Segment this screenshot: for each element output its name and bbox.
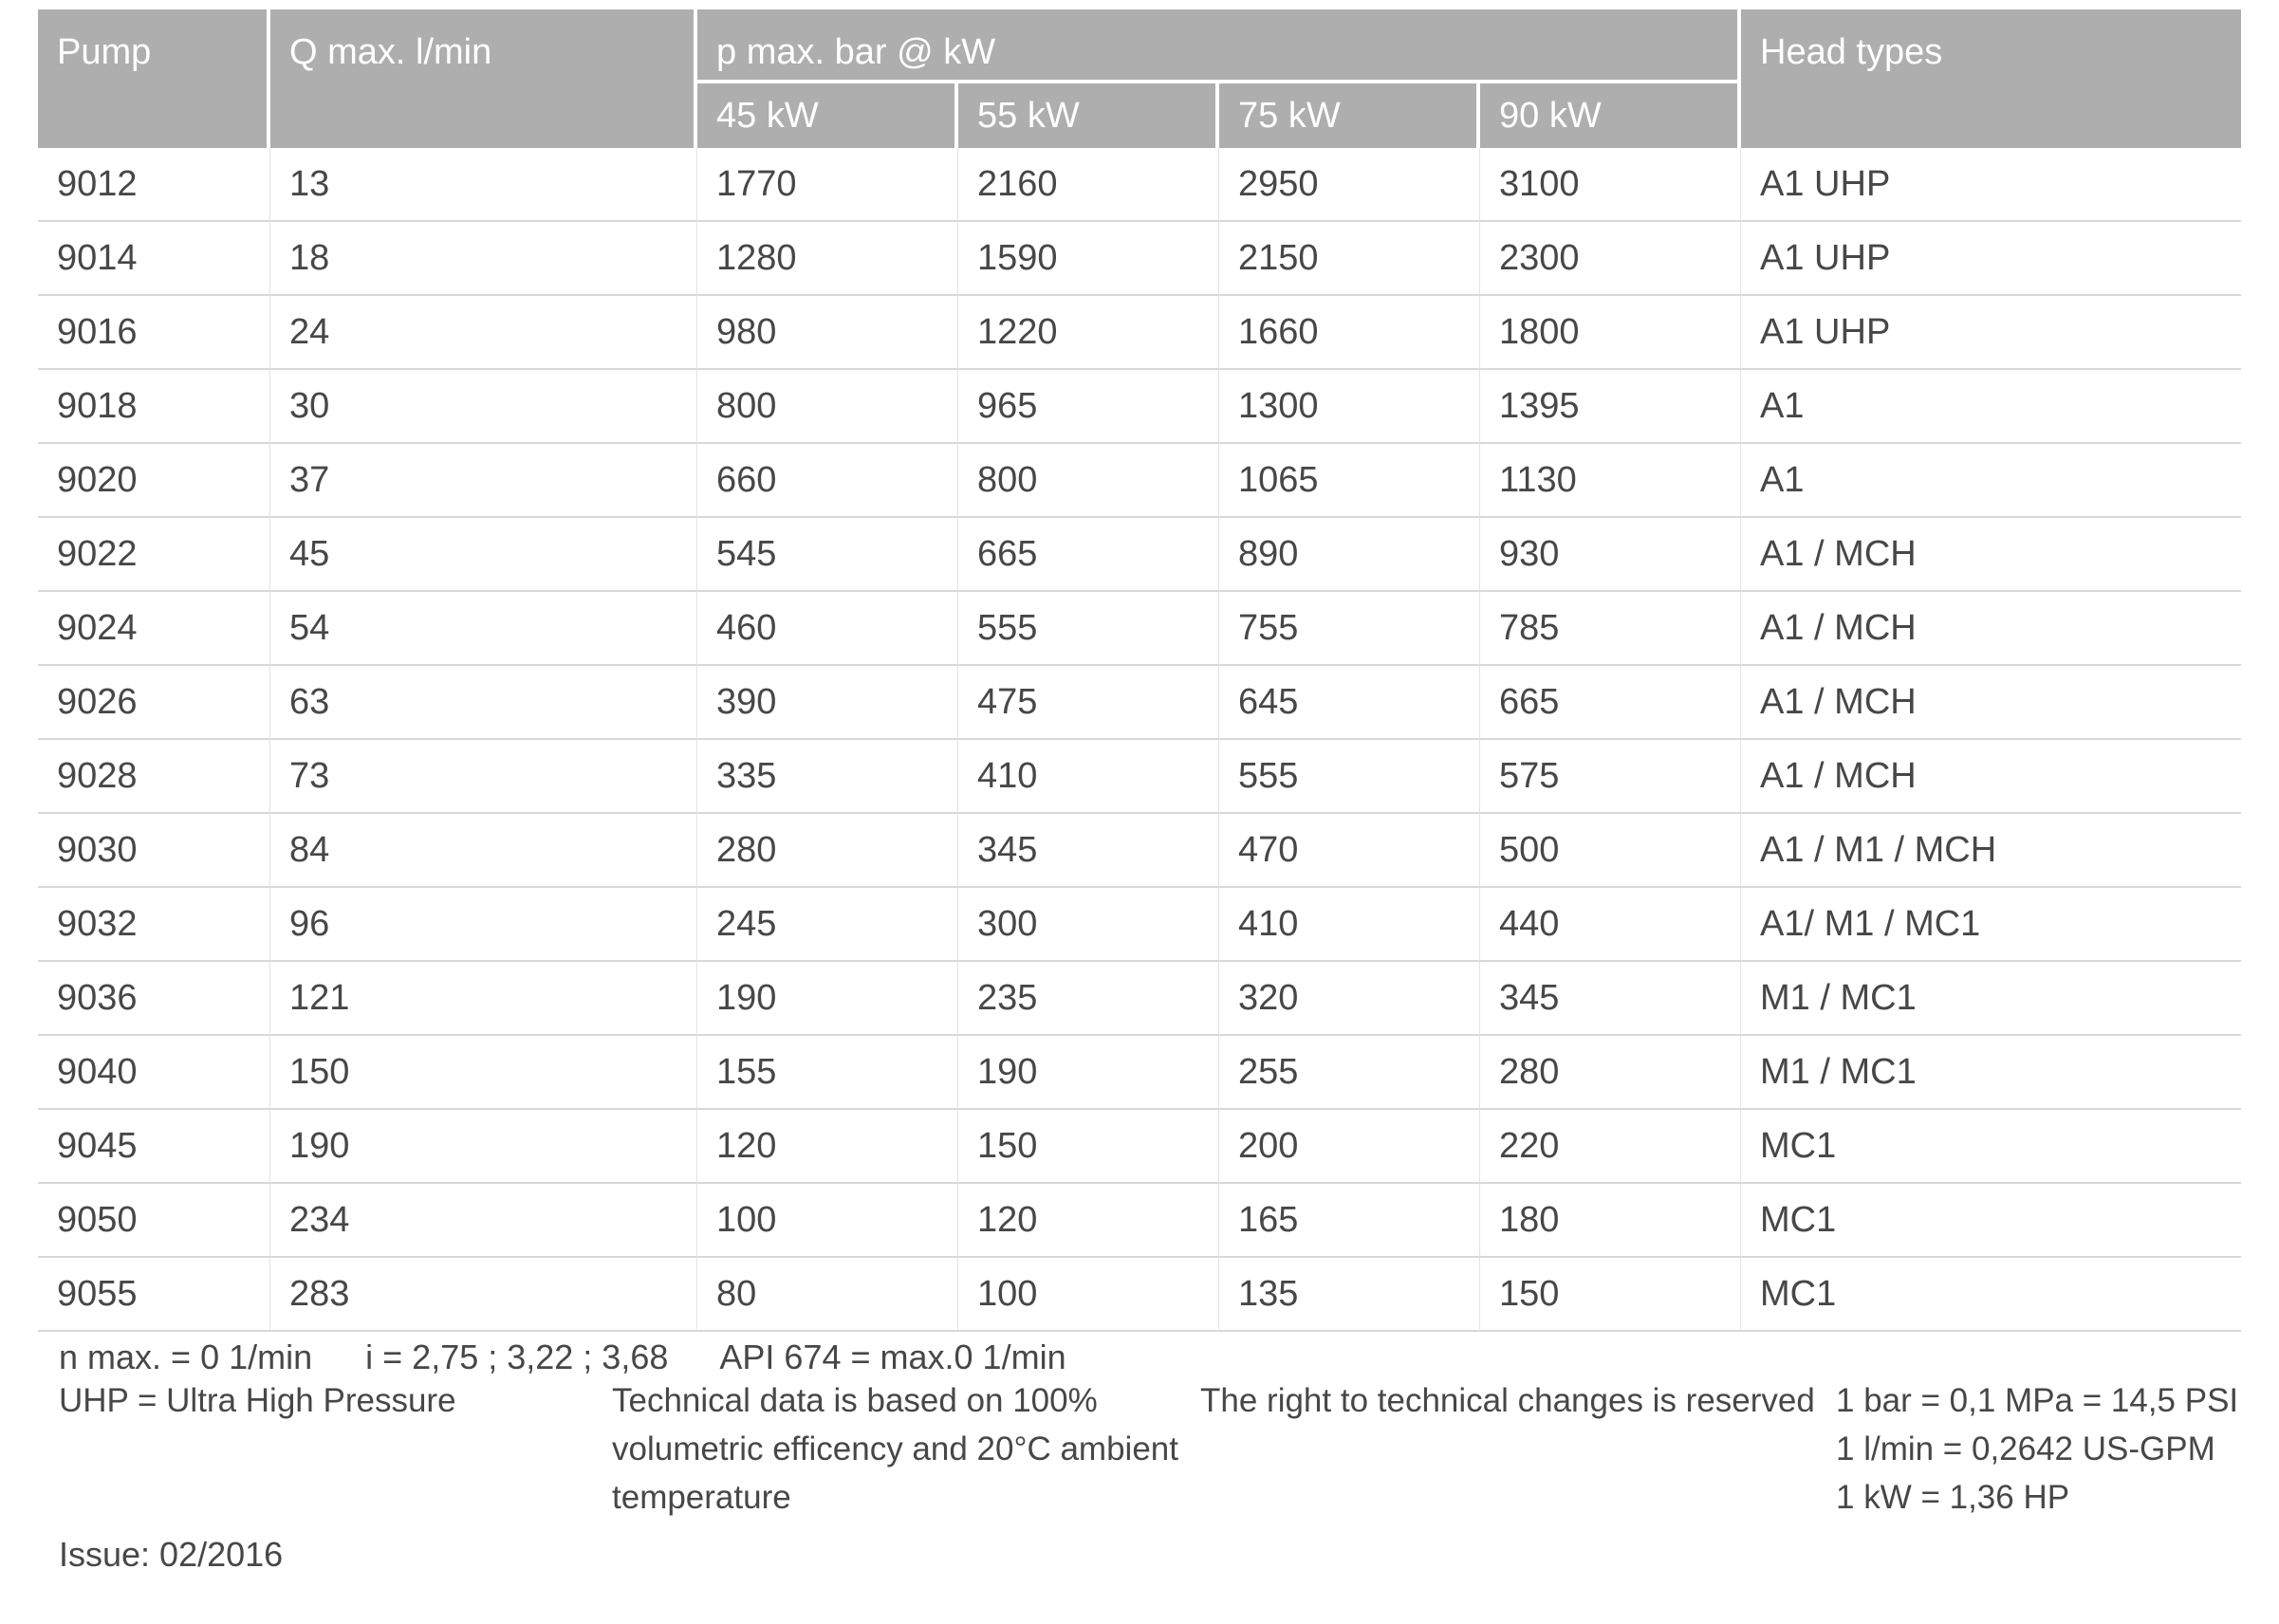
head-type-cell: A1 UHP [1741, 148, 2241, 222]
p55-cell: 665 [958, 518, 1219, 592]
p55-cell: 2160 [958, 148, 1219, 222]
p90-cell: 280 [1480, 1036, 1741, 1110]
footer-technical: Technical data is based on 100% volumetric efficency and 20°C ambient temperature [612, 1382, 1178, 1516]
qmax-cell: 18 [270, 222, 697, 296]
footnote-api: API 674 = max.0 1/min [719, 1338, 1066, 1376]
footnote-nmax: n max. = 0 1/min [59, 1338, 313, 1376]
head-type-cell: A1 / MCH [1741, 518, 2241, 592]
p90-cell: 180 [1480, 1184, 1741, 1258]
table-row [38, 444, 2241, 518]
table-row [38, 518, 2241, 592]
pump-cell: 9020 [38, 444, 270, 518]
p45-cell: 460 [697, 592, 958, 666]
head-type-cell: A1 [1741, 444, 2241, 518]
head-type-cell: MC1 [1741, 1110, 2241, 1184]
p90-cell: 1800 [1480, 296, 1741, 370]
qmax-cell: 63 [270, 666, 697, 740]
pump-cell: 9045 [38, 1110, 270, 1184]
table-row [38, 222, 2241, 296]
qmax-cell: 45 [270, 518, 697, 592]
p45-cell: 980 [697, 296, 958, 370]
qmax-cell: 234 [270, 1184, 697, 1258]
pump-cell: 9022 [38, 518, 270, 592]
p45-cell: 545 [697, 518, 958, 592]
p75-cell: 1300 [1219, 370, 1480, 444]
pump-cell: 9050 [38, 1184, 270, 1258]
header-pump: Pump [38, 9, 270, 148]
p75-cell: 2950 [1219, 148, 1480, 222]
qmax-cell: 96 [270, 888, 697, 962]
p75-cell: 165 [1219, 1184, 1480, 1258]
p55-cell: 120 [958, 1184, 1219, 1258]
footer-rights: The right to technical changes is reserved [1200, 1382, 1815, 1419]
p45-cell: 660 [697, 444, 958, 518]
table-row [38, 814, 2241, 888]
p55-cell: 150 [958, 1110, 1219, 1184]
table-row [38, 1036, 2241, 1110]
table-row [38, 148, 2241, 222]
p90-cell: 785 [1480, 592, 1741, 666]
pump-cell: 9012 [38, 148, 270, 222]
head-type-cell: A1 UHP [1741, 296, 2241, 370]
table-row [38, 888, 2241, 962]
p55-cell: 345 [958, 814, 1219, 888]
p55-cell: 1590 [958, 222, 1219, 296]
pump-cell: 9028 [38, 740, 270, 814]
pump-cell: 9055 [38, 1258, 270, 1332]
pump-cell: 9040 [38, 1036, 270, 1110]
p90-cell: 3100 [1480, 148, 1741, 222]
p55-cell: 1220 [958, 296, 1219, 370]
pump-cell: 9024 [38, 592, 270, 666]
p45-cell: 280 [697, 814, 958, 888]
p90-cell: 1395 [1480, 370, 1741, 444]
p55-cell: 300 [958, 888, 1219, 962]
pump-cell: 9030 [38, 814, 270, 888]
p45-cell: 1280 [697, 222, 958, 296]
p90-cell: 500 [1480, 814, 1741, 888]
table-row [38, 1258, 2241, 1332]
p75-cell: 755 [1219, 592, 1480, 666]
table-row [38, 962, 2241, 1036]
head-type-cell: M1 / MC1 [1741, 962, 2241, 1036]
table-row [38, 1110, 2241, 1184]
p75-cell: 410 [1219, 888, 1480, 962]
table-header [38, 9, 2241, 148]
p75-cell: 320 [1219, 962, 1480, 1036]
table-row [38, 1184, 2241, 1258]
head-type-cell: A1 / MCH [1741, 740, 2241, 814]
p55-cell: 410 [958, 740, 1219, 814]
head-type-cell: MC1 [1741, 1258, 2241, 1332]
table-row [38, 296, 2241, 370]
head-type-cell: A1 [1741, 370, 2241, 444]
head-type-cell: A1 / MCH [1741, 592, 2241, 666]
p75-cell: 1065 [1219, 444, 1480, 518]
footer-conversions [1836, 1377, 2238, 1522]
qmax-cell: 84 [270, 814, 697, 888]
header-45kw: 45 kW [697, 83, 958, 148]
qmax-cell: 37 [270, 444, 697, 518]
head-type-cell: MC1 [1741, 1184, 2241, 1258]
qmax-cell: 54 [270, 592, 697, 666]
head-type-cell: A1/ M1 / MC1 [1741, 888, 2241, 962]
conversion-kw: 1 kW = 1,36 HP [1836, 1478, 2070, 1516]
p75-cell: 1660 [1219, 296, 1480, 370]
qmax-cell: 150 [270, 1036, 697, 1110]
p75-cell: 2150 [1219, 222, 1480, 296]
pump-cell: 9026 [38, 666, 270, 740]
p75-cell: 890 [1219, 518, 1480, 592]
p90-cell: 440 [1480, 888, 1741, 962]
qmax-cell: 121 [270, 962, 697, 1036]
p90-cell: 220 [1480, 1110, 1741, 1184]
footnote-row [59, 1338, 1110, 1377]
header-75kw: 75 kW [1219, 83, 1480, 148]
p75-cell: 135 [1219, 1258, 1480, 1332]
issue-label: Issue: 02/2016 [59, 1535, 284, 1574]
conversion-bar: 1 bar = 0,1 MPa = 14,5 PSI [1836, 1382, 2239, 1419]
p55-cell: 100 [958, 1258, 1219, 1332]
pump-cell: 9016 [38, 296, 270, 370]
p90-cell: 2300 [1480, 222, 1741, 296]
p45-cell: 190 [697, 962, 958, 1036]
footer-uhp: UHP = Ultra High Pressure [59, 1382, 456, 1419]
p45-cell: 800 [697, 370, 958, 444]
header-row-top [38, 9, 2241, 83]
p75-cell: 255 [1219, 1036, 1480, 1110]
table-row [38, 666, 2241, 740]
p90-cell: 665 [1480, 666, 1741, 740]
p90-cell: 1130 [1480, 444, 1741, 518]
p90-cell: 930 [1480, 518, 1741, 592]
qmax-cell: 190 [270, 1110, 697, 1184]
qmax-cell: 73 [270, 740, 697, 814]
header-pmax-group: p max. bar @ kW [697, 9, 1741, 83]
p75-cell: 645 [1219, 666, 1480, 740]
p90-cell: 150 [1480, 1258, 1741, 1332]
head-type-cell: A1 / MCH [1741, 666, 2241, 740]
header-90kw: 90 kW [1480, 83, 1741, 148]
pump-cell: 9032 [38, 888, 270, 962]
footer-notes [59, 1377, 2238, 1522]
p45-cell: 1770 [697, 148, 958, 222]
p45-cell: 155 [697, 1036, 958, 1110]
p55-cell: 555 [958, 592, 1219, 666]
pump-spec-table [38, 9, 2241, 1332]
footnote-ratios: i = 2,75 ; 3,22 ; 3,68 [365, 1338, 669, 1376]
head-type-cell: A1 / M1 / MCH [1741, 814, 2241, 888]
conversion-lmin: 1 l/min = 0,2642 US-GPM [1836, 1430, 2215, 1467]
table-body [38, 148, 2241, 1332]
p45-cell: 390 [697, 666, 958, 740]
head-type-cell: M1 / MC1 [1741, 1036, 2241, 1110]
head-type-cell: A1 UHP [1741, 222, 2241, 296]
table-row [38, 740, 2241, 814]
p55-cell: 965 [958, 370, 1219, 444]
p55-cell: 800 [958, 444, 1219, 518]
table-row [38, 370, 2241, 444]
p90-cell: 345 [1480, 962, 1741, 1036]
p55-cell: 190 [958, 1036, 1219, 1110]
qmax-cell: 13 [270, 148, 697, 222]
p90-cell: 575 [1480, 740, 1741, 814]
qmax-cell: 24 [270, 296, 697, 370]
table-row [38, 592, 2241, 666]
header-55kw: 55 kW [958, 83, 1219, 148]
pump-cell: 9018 [38, 370, 270, 444]
p55-cell: 235 [958, 962, 1219, 1036]
qmax-cell: 30 [270, 370, 697, 444]
p45-cell: 335 [697, 740, 958, 814]
p45-cell: 100 [697, 1184, 958, 1258]
header-head-types: Head types [1741, 9, 2241, 148]
pump-cell: 9036 [38, 962, 270, 1036]
p45-cell: 120 [697, 1110, 958, 1184]
qmax-cell: 283 [270, 1258, 697, 1332]
p75-cell: 555 [1219, 740, 1480, 814]
p75-cell: 470 [1219, 814, 1480, 888]
p45-cell: 80 [697, 1258, 958, 1332]
pump-cell: 9014 [38, 222, 270, 296]
p45-cell: 245 [697, 888, 958, 962]
p75-cell: 200 [1219, 1110, 1480, 1184]
p55-cell: 475 [958, 666, 1219, 740]
header-qmax: Q max. l/min [270, 9, 697, 148]
